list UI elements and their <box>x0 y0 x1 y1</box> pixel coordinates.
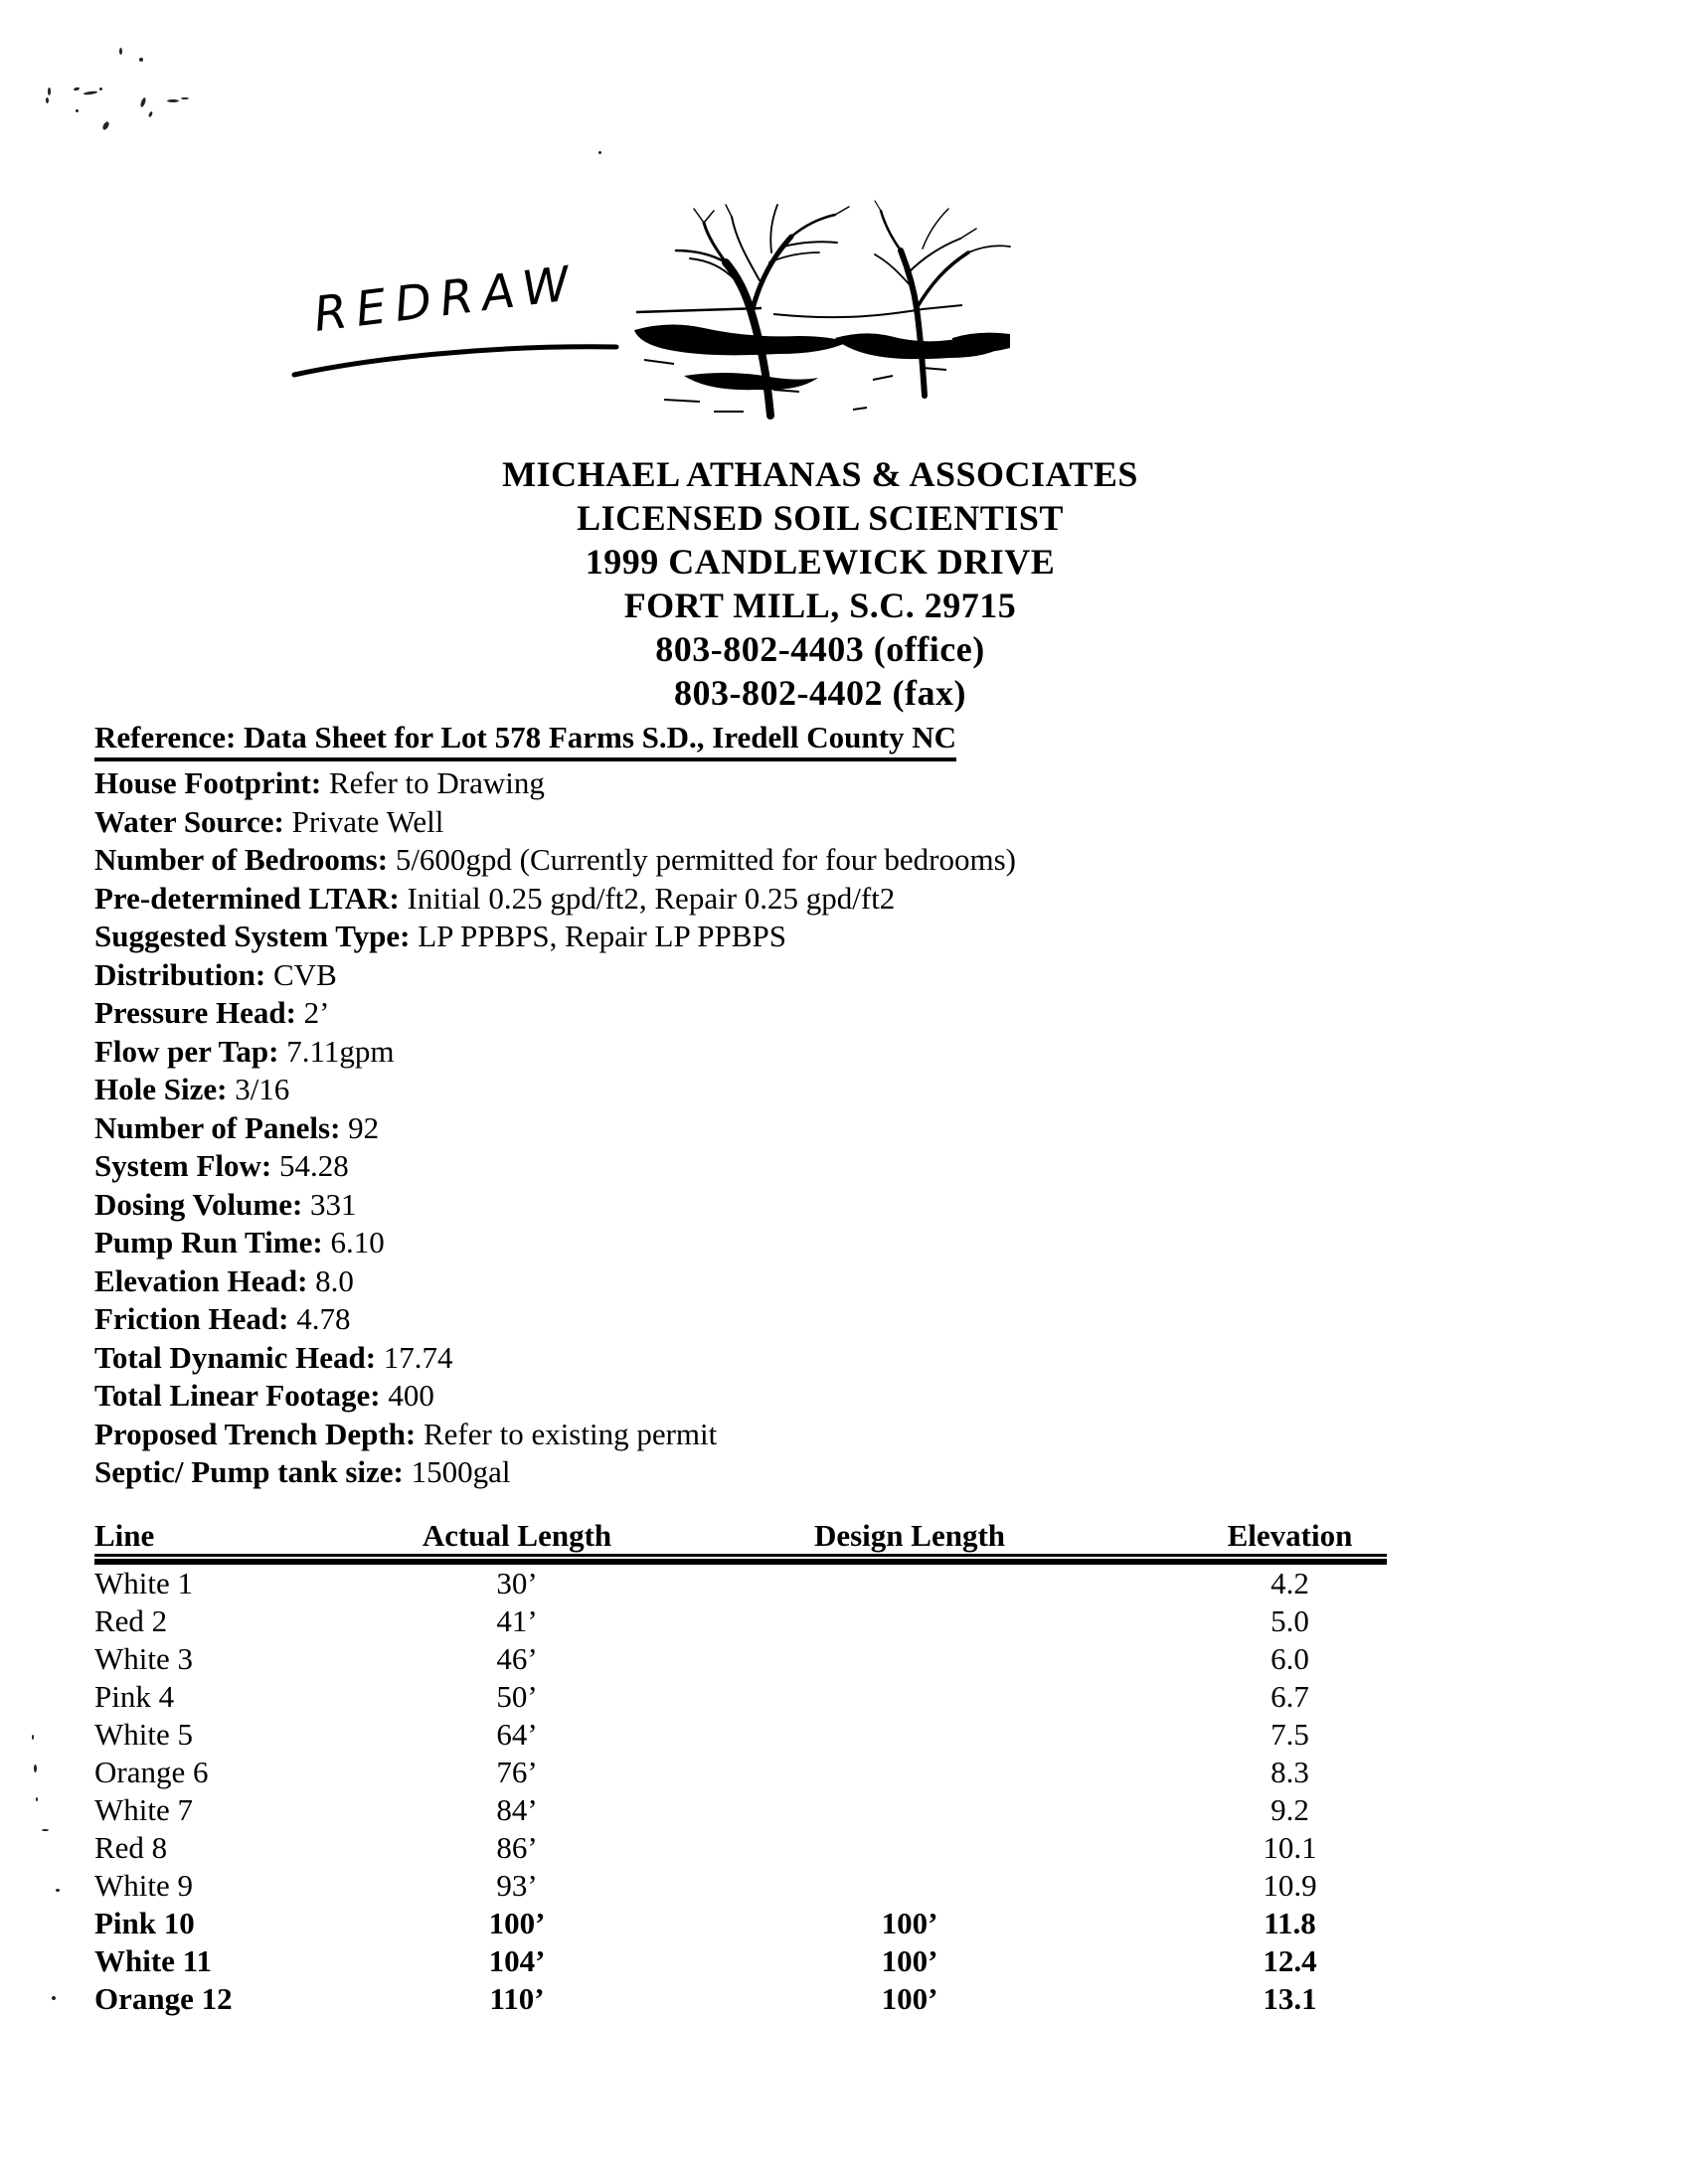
design-length <box>711 1678 1108 1716</box>
field-distribution: Distribution: CVB <box>94 956 337 992</box>
line-name: Red 8 <box>94 1830 168 1865</box>
handwritten-redraw-note <box>288 253 636 403</box>
field-suggested-system-type: Suggested System Type: LP PPBPS, Repair LP PPBPS <box>94 919 786 953</box>
design-length <box>711 1602 1108 1640</box>
redraw-underline <box>294 347 616 375</box>
design-length <box>711 1716 1108 1754</box>
company-name: MICHAEL ATHANAS & ASSOCIATES <box>502 454 1138 494</box>
actual-length: 104’ <box>488 1943 546 1978</box>
elevation: 11.8 <box>1264 1906 1316 1940</box>
address-street: 1999 CANDLEWICK DRIVE <box>585 542 1056 582</box>
table-header-row <box>94 1518 1387 1565</box>
actual-length: 93’ <box>496 1868 538 1903</box>
phone-office: 803-802-4403 (office) <box>655 629 985 669</box>
data-fields <box>94 764 1586 1492</box>
table-row-white-9 <box>94 1867 1387 1905</box>
column-header-actual-length: Actual Length <box>323 1518 711 1557</box>
table-row-pink-4 <box>94 1678 1387 1716</box>
actual-length: 84’ <box>496 1792 538 1827</box>
field-house-footprint: House Footprint: Refer to Drawing <box>94 765 545 800</box>
design-length: 100’ <box>881 1981 938 2016</box>
field-elevation-head: Elevation Head: 8.0 <box>94 1262 354 1298</box>
design-length <box>711 1867 1108 1905</box>
actual-length: 30’ <box>496 1566 538 1600</box>
design-length <box>711 1640 1108 1678</box>
line-data-table <box>94 1518 1387 2018</box>
line-name: Orange 6 <box>94 1755 209 1789</box>
address-city: FORT MILL, S.C. 29715 <box>623 586 1017 625</box>
company-title: LICENSED SOIL SCIENTIST <box>577 498 1064 538</box>
line-name: White 5 <box>94 1717 193 1752</box>
table-row-red-8 <box>94 1829 1387 1867</box>
field-number-of-bedrooms: Number of Bedrooms: 5/600gpd (Currently permitted for four bedrooms) <box>94 842 1016 877</box>
actual-length: 50’ <box>496 1679 538 1714</box>
table-row-white-11 <box>94 1942 1387 1980</box>
redraw-text: REDRAW <box>310 254 582 343</box>
elevation: 12.4 <box>1263 1943 1317 1978</box>
table-row-red-2 <box>94 1602 1387 1640</box>
table-row-white-5 <box>94 1716 1387 1754</box>
column-header-design-length: Design Length <box>711 1518 1108 1557</box>
field-flow-per-tap: Flow per Tap: 7.11gpm <box>94 1033 395 1069</box>
actual-length: 110’ <box>489 1981 545 2016</box>
landscape-sketch <box>624 189 1022 427</box>
field-pre-determined-ltar: Pre-determined LTAR: Initial 0.25 gpd/ft2, Repair 0.25 gpd/ft2 <box>94 880 896 916</box>
actual-length: 86’ <box>496 1830 538 1865</box>
field-dosing-volume: Dosing Volume: 331 <box>94 1186 357 1222</box>
field-total-dynamic-head: Total Dynamic Head: 17.74 <box>94 1339 453 1375</box>
line-name: Red 2 <box>94 1603 168 1638</box>
elevation: 7.5 <box>1270 1717 1309 1752</box>
line-name: White 1 <box>94 1566 193 1600</box>
table-row-orange-6 <box>94 1754 1387 1791</box>
table-row-white-7 <box>94 1791 1387 1829</box>
actual-length: 64’ <box>496 1717 538 1752</box>
field-water-source: Water Source: Private Well <box>94 803 444 839</box>
elevation: 4.2 <box>1270 1566 1309 1600</box>
field-pump-run-time: Pump Run Time: 6.10 <box>94 1225 385 1260</box>
field-friction-head: Friction Head: 4.78 <box>94 1301 351 1336</box>
field-pressure-head: Pressure Head: 2’ <box>94 995 330 1030</box>
design-length <box>711 1565 1108 1602</box>
line-name: Orange 12 <box>94 1981 233 2016</box>
actual-length: 100’ <box>488 1906 546 1940</box>
design-length <box>711 1829 1108 1867</box>
actual-length: 76’ <box>496 1755 538 1789</box>
elevation: 8.3 <box>1270 1755 1309 1789</box>
line-name: Pink 4 <box>94 1679 175 1714</box>
field-hole-size: Hole Size: 3/16 <box>94 1072 290 1106</box>
design-length: 100’ <box>881 1906 938 1940</box>
phone-fax: 803-802-4402 (fax) <box>674 673 966 713</box>
line-name: White 3 <box>94 1641 193 1676</box>
field-total-linear-footage: Total Linear Footage: 400 <box>94 1378 434 1413</box>
field-number-of-panels: Number of Panels: 92 <box>94 1109 380 1145</box>
line-name: White 9 <box>94 1868 193 1903</box>
design-length <box>711 1791 1108 1829</box>
actual-length: 46’ <box>496 1641 538 1676</box>
field-proposed-trench-depth: Proposed Trench Depth: Refer to existing permit <box>94 1416 718 1451</box>
elevation: 5.0 <box>1270 1603 1309 1638</box>
elevation: 10.1 <box>1263 1830 1317 1865</box>
reference-heading <box>94 720 956 761</box>
elevation: 9.2 <box>1270 1792 1309 1827</box>
elevation: 10.9 <box>1263 1868 1317 1903</box>
line-name: White 7 <box>94 1792 193 1827</box>
table-row-pink-10 <box>94 1905 1387 1942</box>
elevation: 6.7 <box>1270 1679 1309 1714</box>
field-system-flow: System Flow: 54.28 <box>94 1148 349 1183</box>
reference-text: Reference: Data Sheet for Lot 578 Farms S.D., Iredell County NC <box>94 720 956 761</box>
design-length: 100’ <box>881 1943 938 1978</box>
actual-length: 41’ <box>496 1603 538 1638</box>
elevation: 6.0 <box>1270 1641 1309 1676</box>
column-header-line: Line <box>94 1518 323 1557</box>
field-septic-pump-tank-size: Septic/ Pump tank size: 1500gal <box>94 1454 511 1489</box>
line-name: Pink 10 <box>94 1906 195 1940</box>
table-row-white-3 <box>94 1640 1387 1678</box>
line-name: White 11 <box>94 1943 212 1978</box>
design-length <box>711 1754 1108 1791</box>
letterhead <box>0 452 1640 715</box>
elevation: 13.1 <box>1263 1981 1317 2016</box>
table-row-orange-12 <box>94 1980 1387 2018</box>
table-row-white-1 <box>94 1565 1387 1602</box>
column-header-elevation: Elevation <box>1108 1518 1387 1557</box>
